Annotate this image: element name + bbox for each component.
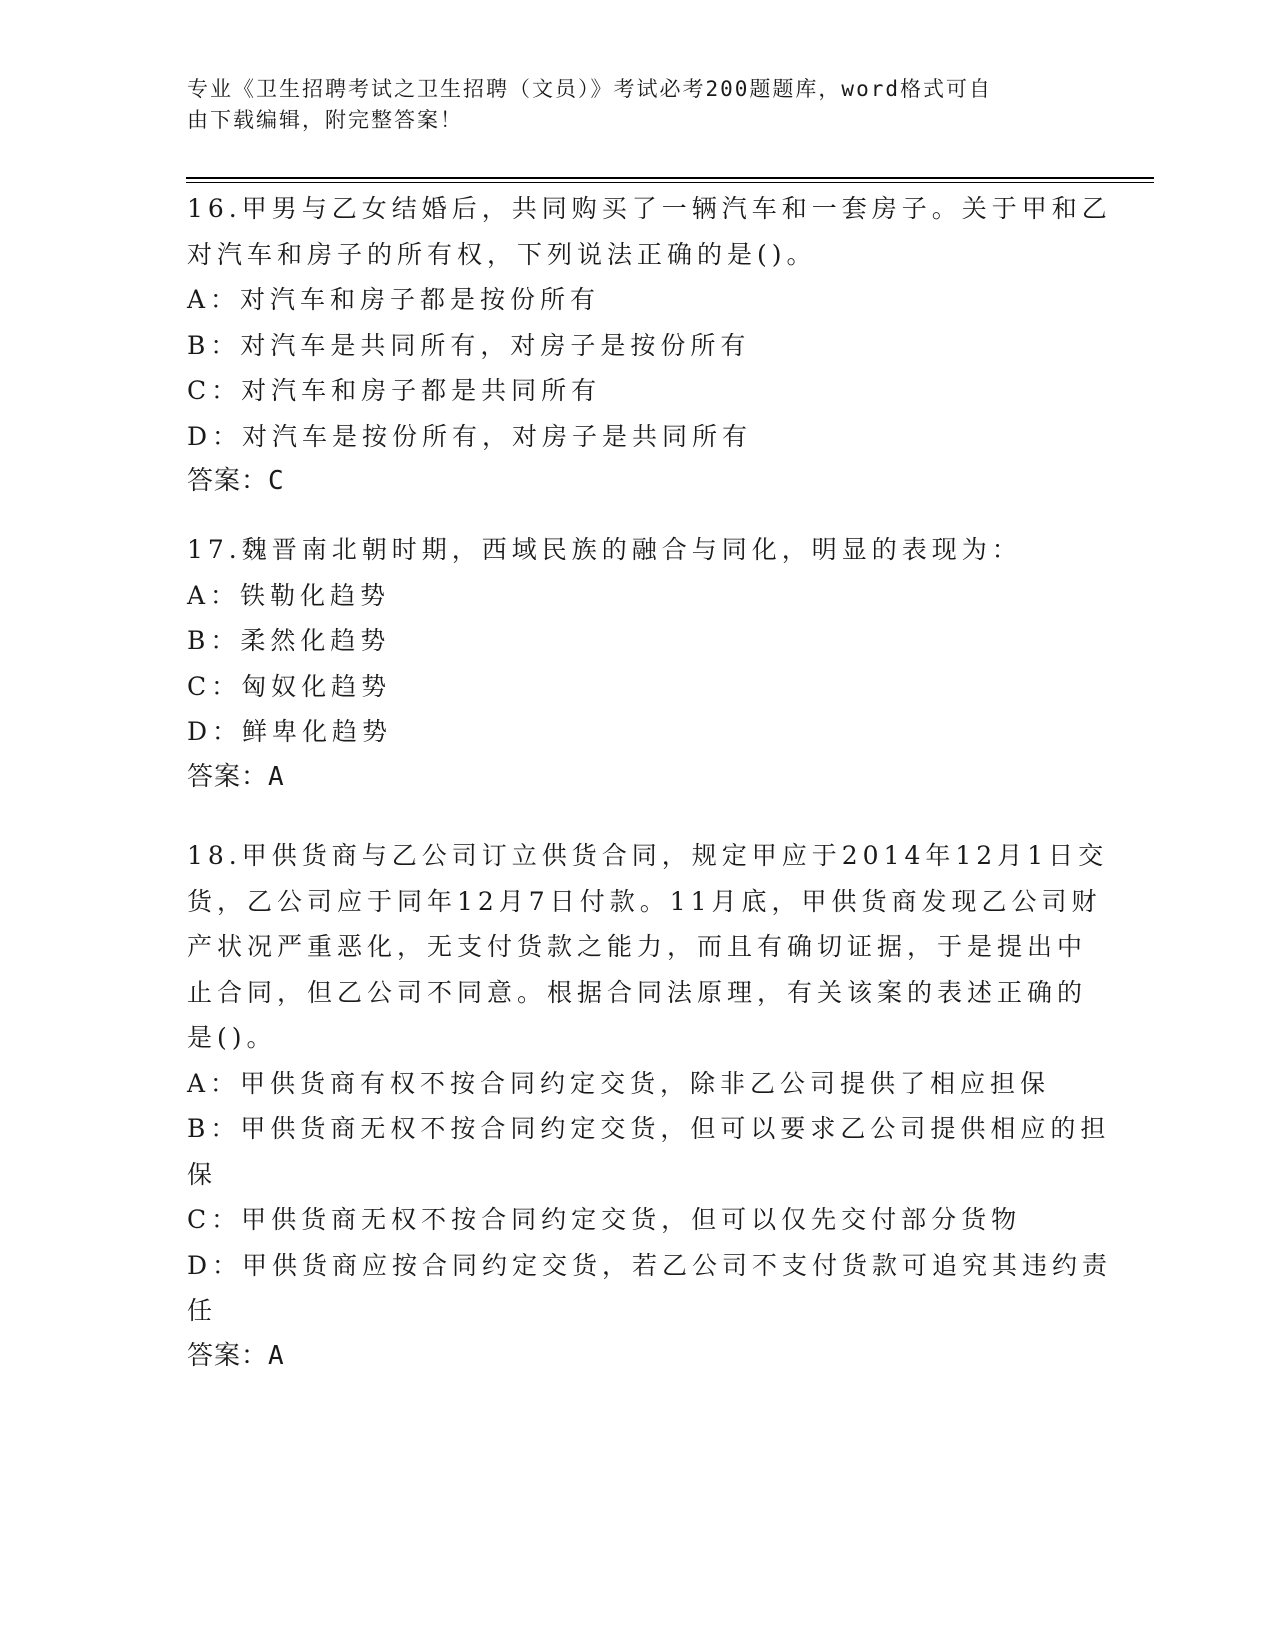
answer-line: [187, 755, 1087, 801]
question-text-line: 货，乙公司应于同年12月7日付款。11月底，甲供货商发现乙公司财: [187, 886, 1102, 916]
option-a: A：对汽车和房子都是按份所有: [187, 285, 601, 314]
option-b: B：柔然化趋势: [187, 626, 391, 655]
question-text-line: 18.甲供货商与乙公司订立供货合同，规定甲应于2014年12月1日交: [187, 841, 1109, 870]
header-divider-thin: [186, 182, 1154, 183]
header-line-2: 由下载编辑，附完整答案！: [187, 108, 463, 132]
answer-label: 答案：: [187, 761, 269, 792]
question-text-line: 止合同，但乙公司不同意。根据合同法原理，有关该案的表述正确的: [187, 977, 1088, 1007]
option-c: C：对汽车和房子都是共同所有: [187, 376, 602, 405]
question-18: [187, 833, 1113, 1379]
answer-line: [187, 459, 1087, 505]
answer-label: 答案：: [187, 466, 269, 496]
answer-value: A: [268, 1340, 285, 1371]
answer-label: 答案：: [187, 1340, 269, 1371]
option-a: A：铁勒化趋势: [187, 580, 391, 610]
answer-value: C: [268, 466, 285, 496]
option-d: D：甲供货商应按合同约定交货，若乙公司不支付货款可追究其违约责: [187, 1250, 1113, 1280]
question-text-line: 产状况严重恶化，无支付货款之能力，而且有确切证据，于是提出中: [187, 932, 1088, 961]
option-d-continued: 任: [187, 1296, 218, 1325]
question-16: [187, 186, 1112, 505]
option-d: D：鲜卑化趋势: [187, 717, 393, 746]
option-b: B：对汽车是共同所有，对房子是按份所有: [187, 330, 751, 360]
question-text-line: 是()。: [187, 1023, 277, 1052]
option-c: C：甲供货商无权不按合同约定交货，但可以仅先交付部分货物: [187, 1205, 1022, 1234]
header-divider-thick: [186, 177, 1154, 179]
option-c: C：匈奴化趋势: [187, 671, 392, 701]
answer-value: A: [268, 761, 285, 792]
question-text-line: 对汽车和房子的所有权，下列说法正确的是()。: [187, 239, 817, 269]
header-line-1: 专业《卫生招聘考试之卫生招聘（文员）》考试必考200题题库，word格式可自: [187, 77, 992, 101]
option-a: A：甲供货商有权不按合同约定交货，除非乙公司提供了相应担保: [187, 1068, 1051, 1098]
option-d: D：对汽车是按份所有，对房子是共同所有: [187, 421, 753, 451]
option-b-continued: 保: [187, 1159, 218, 1189]
document-header: [187, 74, 1067, 136]
answer-line: [187, 1334, 1087, 1380]
question-17: [187, 527, 1087, 800]
option-b: B：甲供货商无权不按合同约定交货，但可以要求乙公司提供相应的担: [187, 1114, 1111, 1143]
question-text-line: 17.魏晋南北朝时期，西域民族的融合与同化，明显的表现为：: [187, 535, 1022, 564]
question-text-line: 16.甲男与乙女结婚后，共同购买了一辆汽车和一套房子。关于甲和乙: [187, 194, 1112, 223]
